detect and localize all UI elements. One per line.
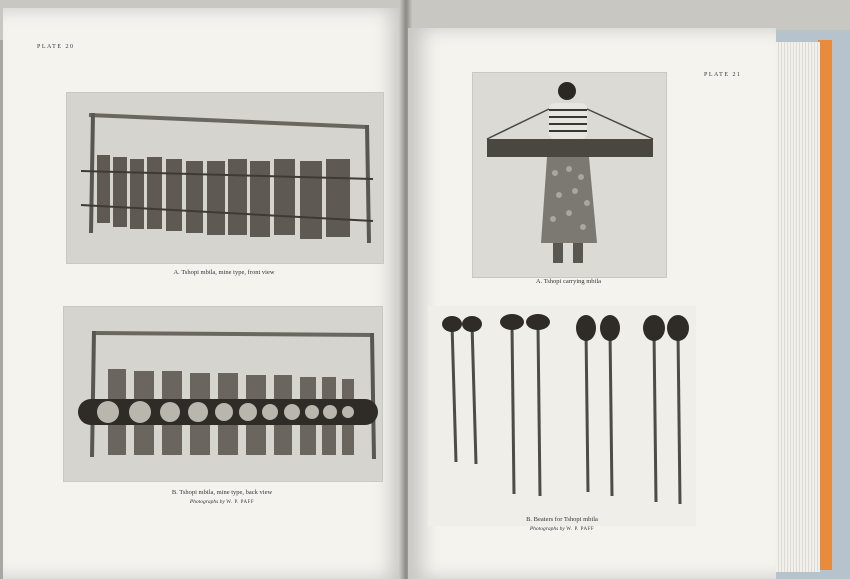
photo-credit-name: W. P. PAFF [226,500,255,505]
photo-credit-prefix: Photographs by [529,526,565,532]
photo-credit-prefix: Photographs by [189,499,225,505]
man-carrying-mbila-illustration [473,73,666,277]
photo-mbila-back-view [63,306,383,482]
caption-figure-a: A. Tshopi mbila, mine type, front view [173,269,275,276]
caption-figure-b: B. Beaters for Tshopi mbila [526,516,598,523]
plate-label: PLATE 20 [37,44,75,50]
mbila-front-illustration [67,93,383,263]
caption-figure-a: A. Tshopi carrying mbila [535,278,602,285]
right-page [408,28,776,579]
photo-credit [63,499,381,505]
photo-man-carrying-mbila [472,72,667,278]
beaters-illustration [428,306,696,526]
photo-beaters [428,306,696,526]
photo-credit [428,526,696,532]
plate-label: PLATE 21 [704,72,742,78]
photo-mbila-front-view [66,92,384,264]
mbila-back-illustration [64,307,382,481]
left-page [3,8,405,579]
page-edges [770,42,820,572]
caption-figure-b: B. Tshopi mbila, mine type, back view [171,489,273,496]
photo-credit-name: W. P. PAFF [566,527,595,532]
book-cover-edge [818,40,832,570]
